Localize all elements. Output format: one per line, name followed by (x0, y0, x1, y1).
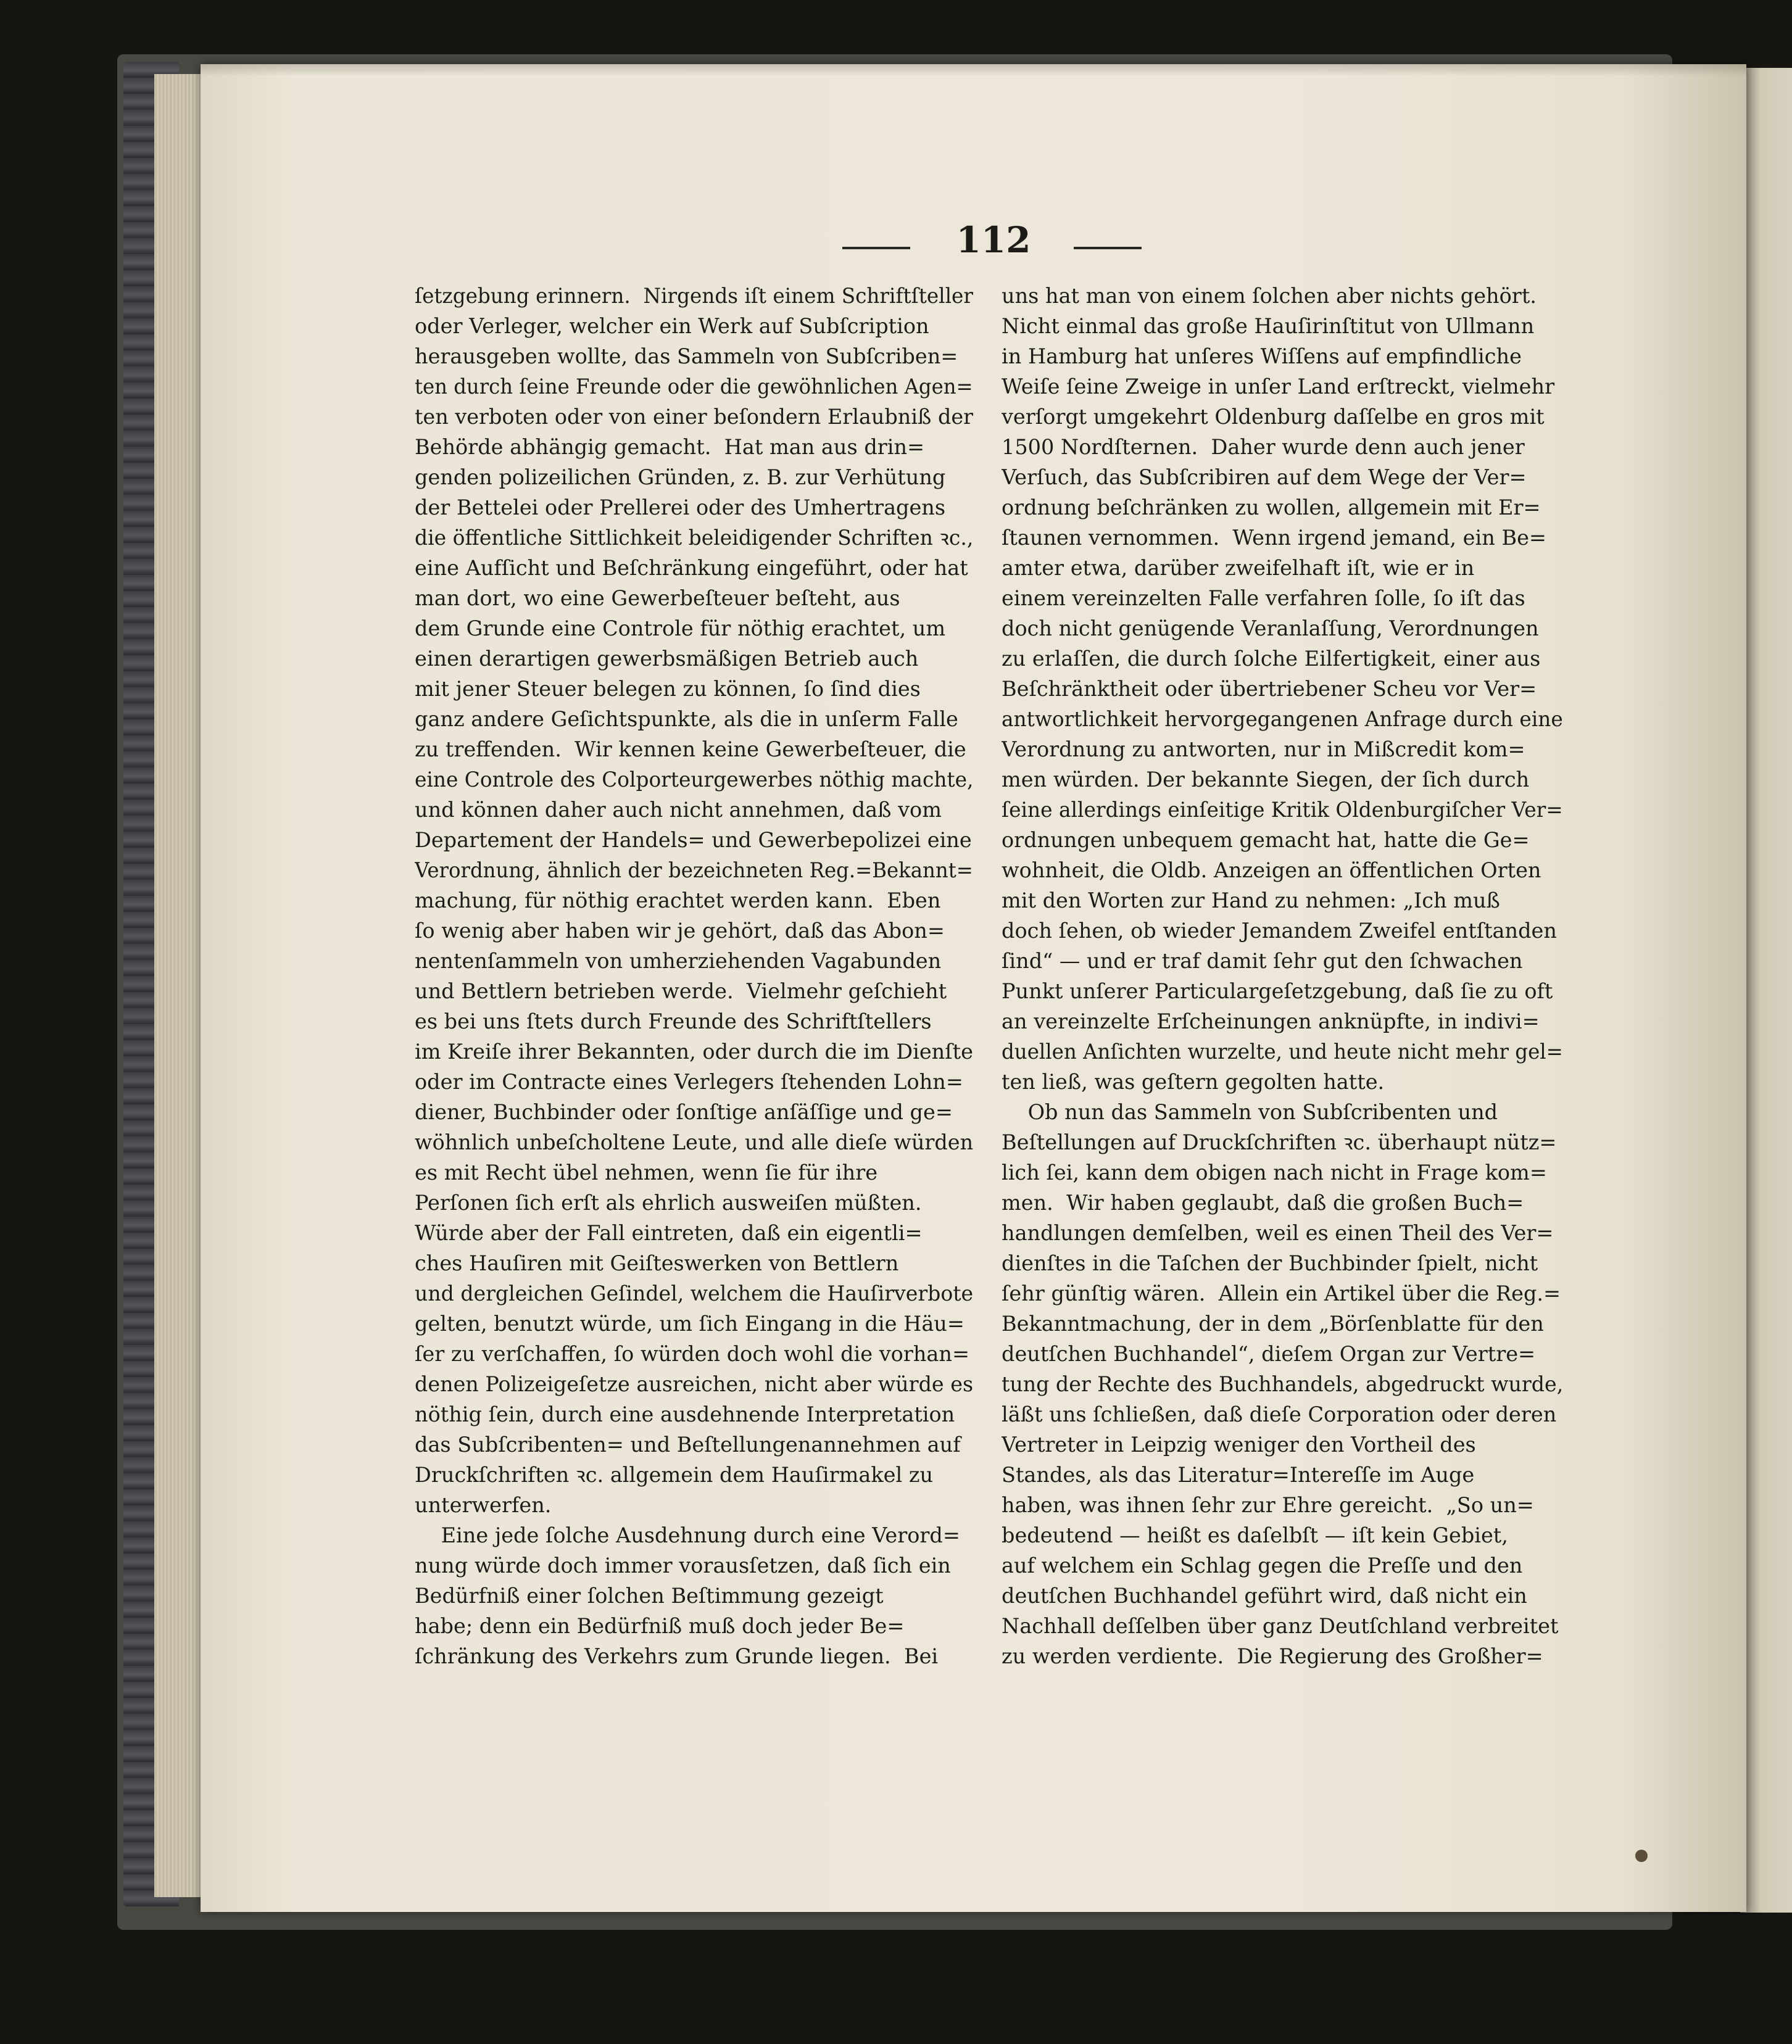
text-line: ganz andere Geſichtspunkte, als die in unſerm Falle (415, 707, 958, 731)
text-line: Weiſe ſeine Zweige in unſer Land erſtreckt, vielmehr (1002, 374, 1555, 399)
text-line: Verordnung zu antworten, nur in Mißcredit kom= (1002, 737, 1525, 761)
text-line: ſchränkung des Verkehrs zum Grunde liegen. Bei (415, 1644, 939, 1668)
text-line: amter etwa, darüber zweifelhaft iſt, wie er in (1002, 556, 1475, 580)
text-column-right (1002, 281, 1563, 1671)
text-line: gelten, benutzt würde, um ſich Eingang in die Häu= (415, 1312, 964, 1336)
text-line: lich ſei, kann dem obigen nach nicht in Frage kom= (1002, 1161, 1547, 1185)
text-line: eine Aufſicht und Beſchränkung eingeführt, oder hat (415, 556, 968, 580)
text-line: Standes, als das Literatur=Intereſſe im Auge (1002, 1463, 1475, 1487)
text-line: mit jener Steuer belegen zu können, ſo ſind dies (415, 677, 921, 701)
text-line: ten ließ, was geſtern gegolten hatte. (1002, 1070, 1385, 1094)
text-line: und Bettlern betrieben werde. Vielmehr geſchieht (415, 979, 947, 1003)
text-line: doch ſehen, ob wieder Jemandem Zweifel entſtanden (1002, 919, 1557, 943)
text-line: diener, Buchbinder oder ſonſtige anſäſſige und ge= (415, 1100, 953, 1124)
text-line: bedeutend — heißt es daſelbſt — iſt kein Gebiet, (1002, 1523, 1508, 1547)
facing-page-edge (1740, 68, 1792, 1913)
text-line: Vertreter in Leipzig weniger den Vortheil des (1002, 1433, 1476, 1457)
text-line: ſo wenig aber haben wir je gehört, daß das Abon= (415, 919, 945, 943)
text-line: deutſchen Buchhandel geführt wird, daß nicht ein (1002, 1584, 1527, 1608)
text-line: Departement der Handels= und Gewerbepolizei eine (415, 828, 972, 852)
text-line: Punkt unſerer Particulargeſetzgebung, daß ſie zu oft (1002, 979, 1553, 1003)
text-line: es mit Recht übel nehmen, wenn ſie für ihre (415, 1161, 878, 1185)
text-line: im Kreiſe ihrer Bekannten, oder durch die im Dienſte (415, 1040, 973, 1064)
text-line: und dergleichen Geſindel, welchem die Hauſirverbote (415, 1281, 973, 1305)
text-line: zu werden verdiente. Die Regierung des Großher= (1002, 1644, 1543, 1668)
text-line: dem Grunde eine Controle für nöthig erachtet, um (415, 616, 946, 640)
text-line: läßt uns ſchließen, daß dieſe Corporation oder deren (1002, 1402, 1557, 1426)
text-line: an vereinzelte Erſcheinungen anknüpfte, in indivi= (1002, 1009, 1540, 1033)
text-line: auf welchem ein Schlag gegen die Preſſe und den (1002, 1554, 1523, 1578)
text-line: man dort, wo eine Gewerbeſteuer beſteht, aus (415, 586, 900, 610)
text-line: und können daher auch nicht annehmen, daß vom (415, 798, 942, 822)
text-line: uns hat man von einem ſolchen aber nichts gehört. (1002, 284, 1537, 308)
text-line: oder im Contracte eines Verlegers ſtehenden Lohn= (415, 1070, 963, 1094)
text-line: Ob nun das Sammeln von Subſcribenten und (1002, 1100, 1498, 1124)
text-line: nöthig ſein, durch eine ausdehnende Interpretation (415, 1402, 955, 1426)
text-line: nung würde doch immer vorausſetzen, daß ſich ein (415, 1554, 951, 1578)
text-line: genden polizeilichen Gründen, z. B. zur Verhütung (415, 465, 946, 489)
text-line: Nachhall deſſelben über ganz Deutſchland verbreitet (1002, 1614, 1559, 1638)
text-line: ſetzgebung erinnern. Nirgends iſt einem Schriftſteller (415, 284, 973, 308)
text-line: oder Verleger, welcher ein Werk auf Subſcription (415, 314, 929, 338)
text-line: ten durch ſeine Freunde oder die gewöhnlichen Agen= (415, 374, 973, 399)
text-line: zu treffenden. Wir kennen keine Gewerbeſteuer, die (415, 737, 966, 761)
header-rule-right (1074, 247, 1142, 249)
text-line: ches Hauſiren mit Geiſteswerken von Bettlern (415, 1251, 899, 1275)
text-line: ordnung beſchränken zu wollen, allgemein mit Er= (1002, 495, 1541, 519)
text-line: die öffentliche Sittlichkeit beleidigender Schriften ꝛc., (415, 526, 973, 550)
text-line: ten verboten oder von einer beſondern Erlaubniß der (415, 405, 973, 429)
text-line: ſeine allerdings einſeitige Kritik Oldenburgiſcher Ver= (1002, 798, 1563, 822)
text-line: ſehr günſtig wären. Allein ein Artikel über die Reg.= (1002, 1281, 1561, 1305)
text-line: ſer zu verſchaffen, ſo würden doch wohl die vorhan= (415, 1342, 970, 1366)
text-line: einem vereinzelten Falle verfahren ſolle, ſo iſt das (1002, 586, 1525, 610)
text-line: nentenſammeln von umherziehenden Vagabunden (415, 949, 942, 973)
text-line: Nicht einmal das große Hauſirinſtitut von Ullmann (1002, 314, 1535, 338)
text-line: Perſonen ſich erſt als ehrlich ausweiſen müßten. (415, 1191, 922, 1215)
page-number: 112 (956, 219, 1031, 261)
text-line: der Bettelei oder Prellerei oder des Umhertragens (415, 495, 946, 519)
text-line: dienſtes in die Taſchen der Buchbinder ſpielt, nicht (1002, 1251, 1538, 1275)
paper-spot (1635, 1850, 1648, 1862)
page-shadow (201, 64, 1746, 77)
text-line: men. Wir haben geglaubt, daß die großen Buch= (1002, 1191, 1524, 1215)
text-line: haben, was ihnen ſehr zur Ehre gereicht. „So un= (1002, 1493, 1534, 1517)
text-line: machung, für nöthig erachtet werden kann. Eben (415, 888, 941, 912)
text-line: handlungen demſelben, weil es einen Theil des Ver= (1002, 1221, 1554, 1245)
text-line: duellen Anſichten wurzelte, und heute nicht mehr gel= (1002, 1040, 1563, 1064)
text-line: Druckſchriften ꝛc. allgemein dem Hauſirmakel zu (415, 1463, 934, 1487)
text-line: einen derartigen gewerbsmäßigen Betrieb auch (415, 647, 919, 671)
text-line: wöhnlich unbeſcholtene Leute, und alle dieſe würden (415, 1130, 973, 1154)
text-line: habe; denn ein Bedürfniß muß doch jeder Be= (415, 1614, 905, 1638)
text-line: Bekanntmachung, der in dem „Börſenblatte für den (1002, 1312, 1544, 1336)
text-line: men würden. Der bekannte Siegen, der ſich durch (1002, 768, 1530, 792)
text-line: Behörde abhängig gemacht. Hat man aus drin= (415, 435, 925, 459)
text-line: es bei uns ſtets durch Freunde des Schriftſtellers (415, 1009, 932, 1033)
text-line: ſind“ — und er traf damit ſehr gut den ſchwachen (1002, 949, 1523, 973)
text-line: Verſuch, das Subſcribiren auf dem Wege der Ver= (1002, 465, 1527, 489)
text-line: Beſtellungen auf Druckſchriften ꝛc. überhaupt nütz= (1002, 1130, 1557, 1154)
text-line: Beſchränktheit oder übertriebener Scheu vor Ver= (1002, 677, 1537, 701)
text-line: mit den Worten zur Hand zu nehmen: „Ich muß (1002, 888, 1500, 912)
text-line: ſtaunen vernommen. Wenn irgend jemand, ein Be= (1002, 526, 1546, 550)
text-line: Verordnung, ähnlich der bezeichneten Reg.=Bekannt= (415, 858, 973, 882)
text-line: deutſchen Buchhandel“, dieſem Organ zur Vertre= (1002, 1342, 1536, 1366)
text-line: verſorgt umgekehrt Oldenburg daſſelbe en gros mit (1002, 405, 1545, 429)
text-line: denen Polizeigeſetze ausreichen, nicht aber würde es (415, 1372, 973, 1396)
text-line: zu erlaſſen, die durch ſolche Eilfertigkeit, einer aus (1002, 647, 1541, 671)
text-line: ordnungen unbequem gemacht hat, hatte die Ge= (1002, 828, 1530, 852)
text-line: Eine jede ſolche Ausdehnung durch eine Verord= (415, 1523, 960, 1547)
text-line: Bedürfniß einer ſolchen Beſtimmung gezeigt (415, 1584, 884, 1608)
text-line: Würde aber der Fall eintreten, daß ein eigentli= (415, 1221, 923, 1245)
text-line: antwortlichkeit hervorgegangenen Anfrage durch eine (1002, 707, 1563, 731)
text-line: unterwerfen. (415, 1493, 552, 1517)
text-line: 1500 Nordſternen. Daher wurde denn auch jener (1002, 435, 1525, 459)
text-line: in Hamburg hat unſeres Wiſſens auf empfindliche (1002, 344, 1522, 368)
text-line: herausgeben wollte, das Sammeln von Subſcriben= (415, 344, 958, 368)
text-line: eine Controle des Colporteurgewerbes nöthig machte, (415, 768, 973, 792)
text-line: das Subſcribenten= und Beſtellungenannehmen auf (415, 1433, 961, 1457)
text-column-left (415, 281, 973, 1671)
text-line: doch nicht genügende Veranlaſſung, Verordnungen (1002, 616, 1539, 640)
text-line: wohnheit, die Oldb. Anzeigen an öffentlichen Orten (1002, 858, 1541, 882)
text-line: tung der Rechte des Buchhandels, abgedruckt wurde, (1002, 1372, 1563, 1396)
